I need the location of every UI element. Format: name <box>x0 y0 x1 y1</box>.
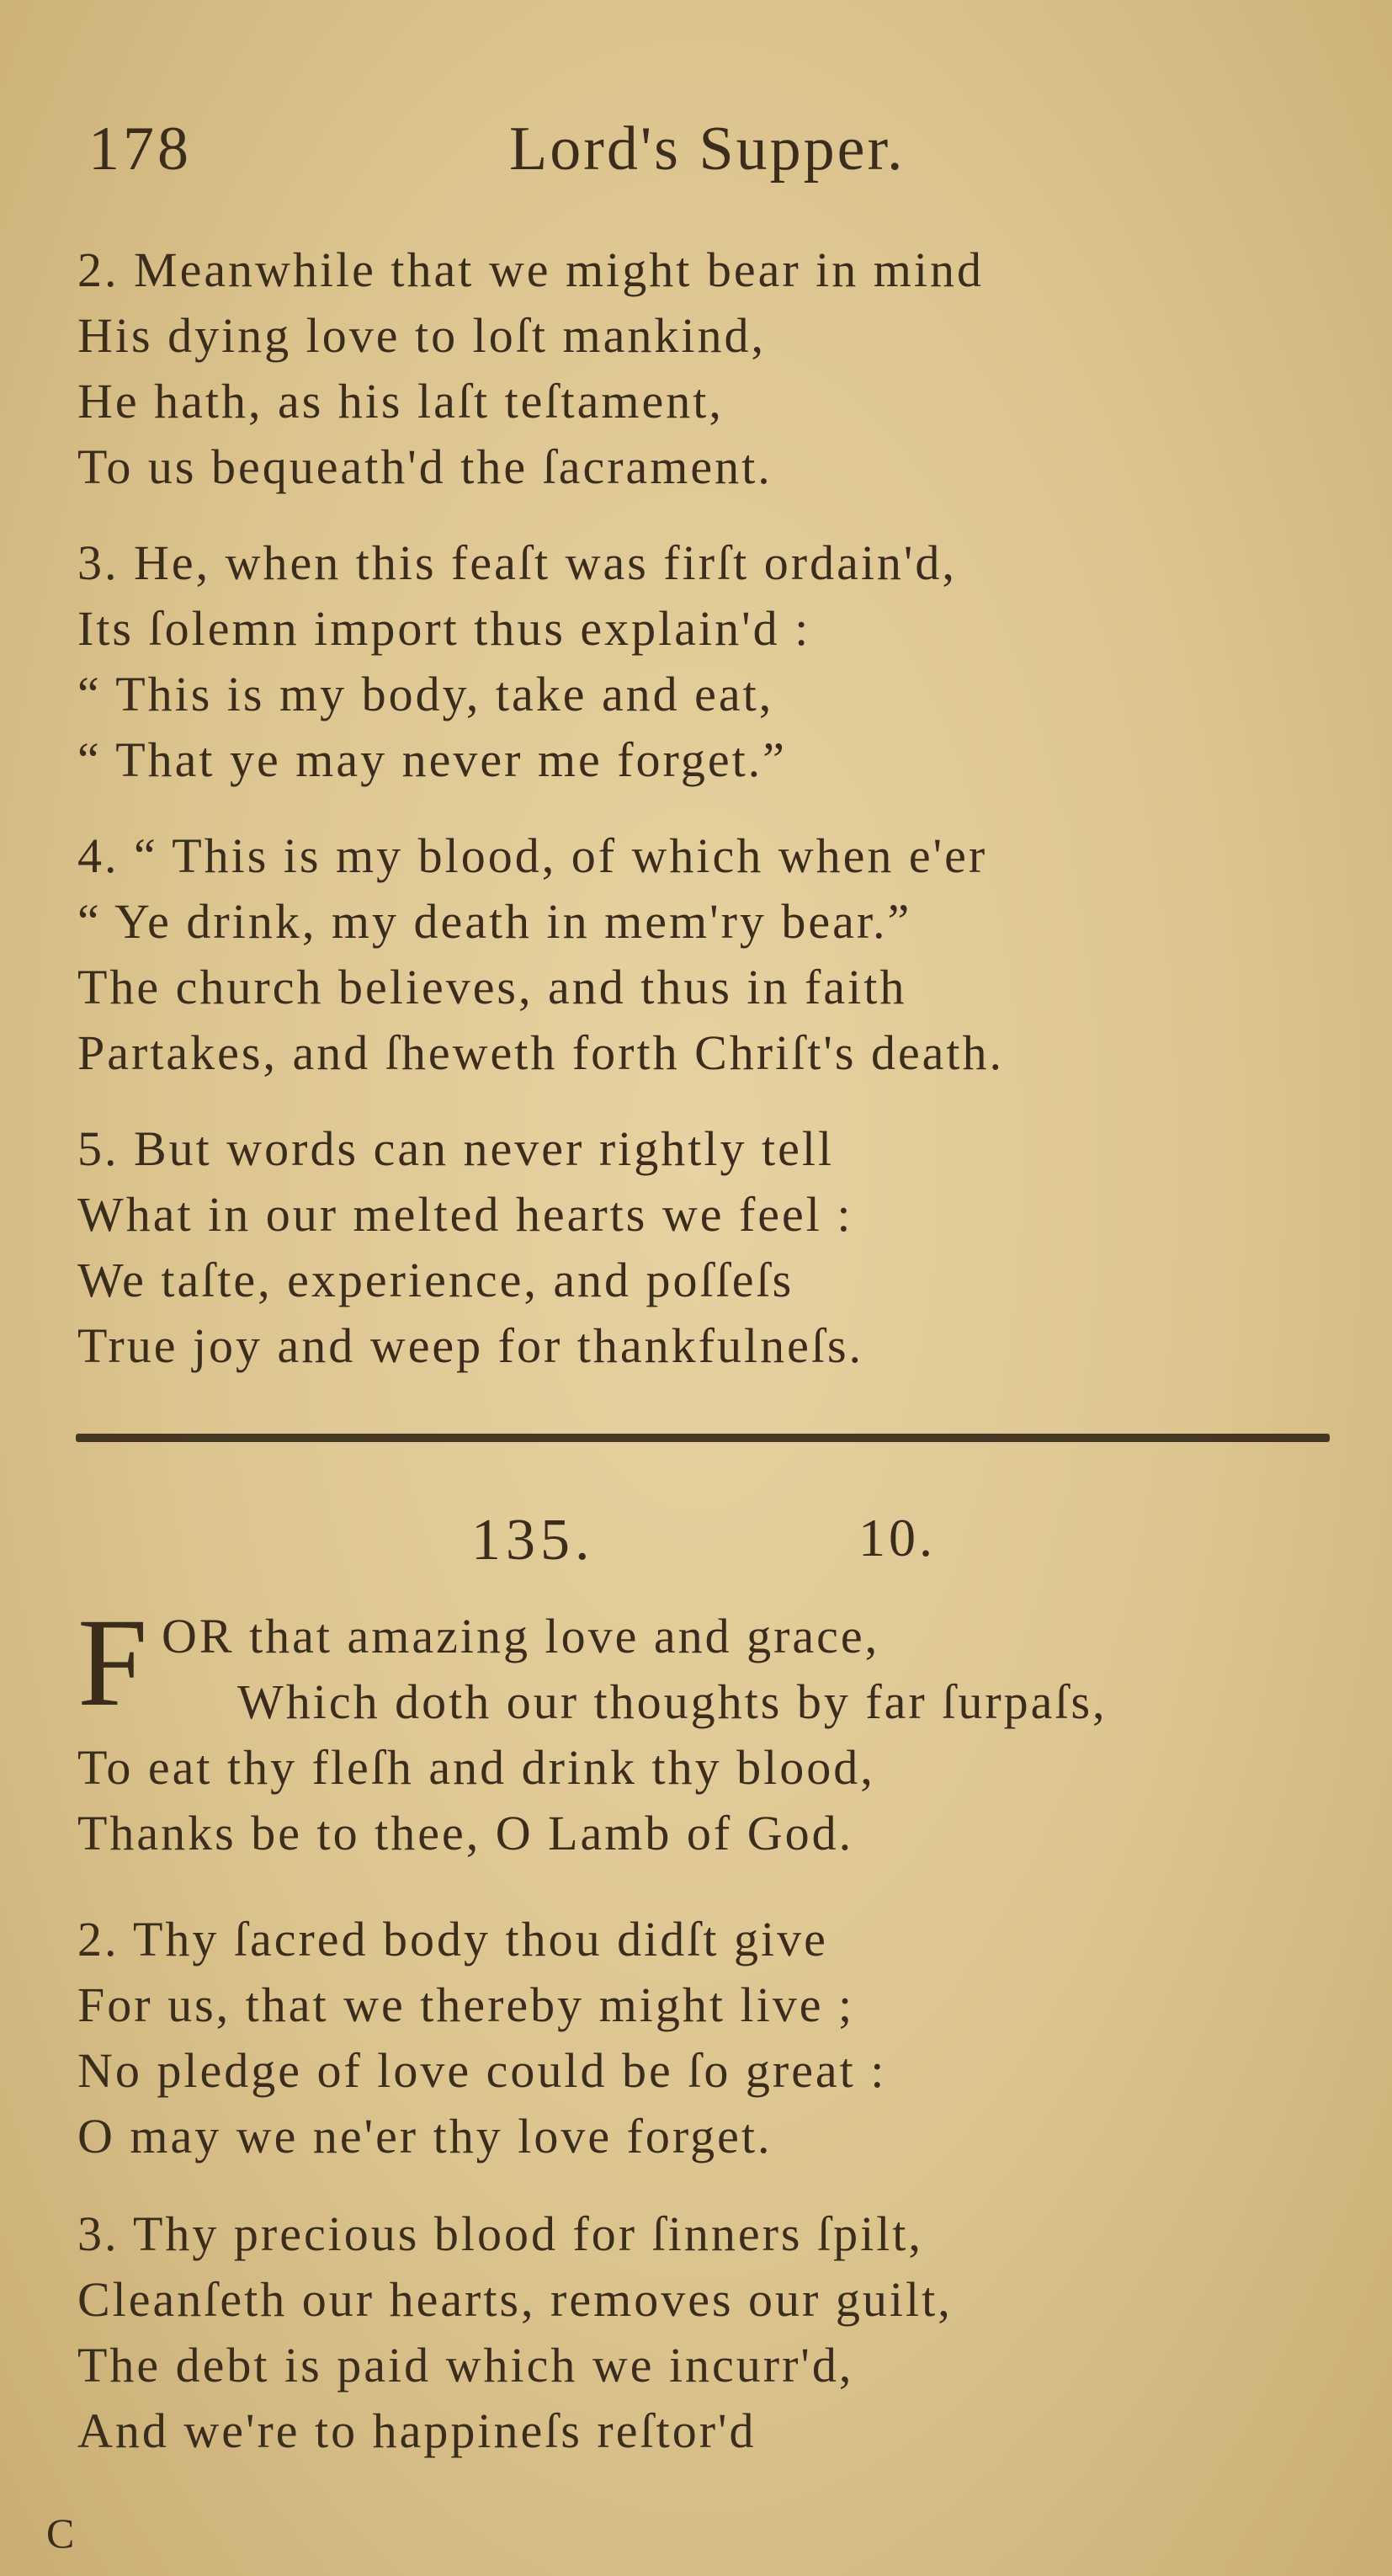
verse-line: We taſte, experience, and poſſeſs <box>77 1253 794 1307</box>
verse-line: The debt is paid which we incurr'd, <box>77 2338 854 2392</box>
stanza <box>77 1907 1298 2169</box>
page-header <box>88 114 930 206</box>
stanza <box>77 237 1298 500</box>
verse-line: “ Ye drink, my death in mem'ry bear.” <box>77 894 912 949</box>
verse-line: 3. Thy precious blood for ſinners ſpilt, <box>77 2206 923 2261</box>
page-number: 178 <box>88 114 192 184</box>
verse-line: Thanks be to thee, O Lamb of God. <box>77 1806 854 1860</box>
verse-line: His dying love to loſt mankind, <box>77 308 766 363</box>
verse-line: Its ſolemn import thus explain'd : <box>77 601 811 656</box>
verse-line: 2. Thy ſacred body thou didſt give <box>77 1912 828 1967</box>
catchword: C <box>46 2509 75 2557</box>
running-head: Lord's Supper. <box>509 114 906 184</box>
hymn-number: 135. <box>471 1508 595 1573</box>
verse-line: Partakes, and ſheweth forth Chriſt's death. <box>77 1025 1005 1080</box>
section-rule <box>76 1434 1330 1442</box>
stanza <box>77 530 1298 793</box>
verse-line: True joy and weep for thankfulneſs. <box>77 1318 864 1373</box>
stanza <box>77 823 1298 1086</box>
verse-line: The church believes, and thus in faith <box>77 960 907 1014</box>
verse-line: He hath, as his laſt teſtament, <box>77 374 724 428</box>
drop-cap: F <box>77 1593 148 1732</box>
verse-line: For us, that we thereby might live ; <box>77 1977 855 2032</box>
verse-line: To eat thy fleſh and drink thy blood, <box>77 1740 875 1795</box>
verse-line: 3. He, when this feaſt was firſt ordain'd, <box>77 535 957 590</box>
verse-line: O may we ne'er thy love forget. <box>77 2109 773 2164</box>
verse-line: 4. “ This is my blood, of which when e'er <box>77 828 988 883</box>
hymn-heading <box>0 1507 1392 1583</box>
verse-line: Cleanſeth our hearts, removes our guilt, <box>77 2272 953 2327</box>
verse-line: And we're to happineſs reſtor'd <box>77 2403 757 2458</box>
stanza <box>77 1116 1298 1379</box>
verse-line: No pledge of love could be ſo great : <box>77 2043 887 2098</box>
hymn-section: 10. <box>858 1508 936 1567</box>
verse-line: OR that amazing love and grace, <box>162 1609 880 1663</box>
verse-line: “ That ye may never me forget.” <box>77 732 787 787</box>
verse-line: 2. Meanwhile that we might bear in mind <box>77 242 985 297</box>
stanza <box>77 2201 1298 2464</box>
verse-line: 5. But words can never rightly tell <box>77 1121 835 1176</box>
verse-line: “ This is my body, take and eat, <box>77 667 774 721</box>
stanza <box>77 1604 1298 1866</box>
verse-line: What in our melted hearts we feel : <box>77 1187 853 1242</box>
verse-line: Which doth our thoughts by far ſurpaſs, <box>237 1674 1108 1729</box>
verse-line: To us bequeath'd the ſacrament. <box>77 439 773 494</box>
